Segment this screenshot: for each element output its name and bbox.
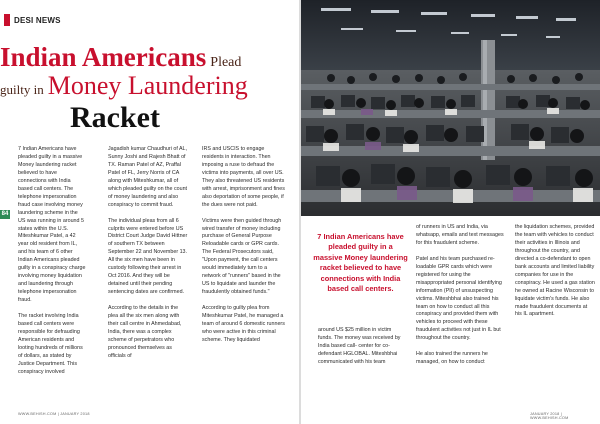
paragraph: Victims were then guided through wired transfer of money including purchase of General Purpose Reloadable cards or GPR cards. The Federal Prosecutors said, "Upon payment, the call centers would immediately turn to a network of "runners" based in the US to liquidate and launder the fraudulently obtained funds." (202, 217, 282, 296)
paragraph: Jagadish kumar Chaudhuri of AL, Sunny Joshi and Rajesh Bhatt of TX. Raman Patel of AZ, Praffal Patel of FL, Jerry Norris of CA along with Miteshkumar, all of which pleaded guilty on the count of money laundering and also conspiracy to commit fraud. (108, 146, 188, 208)
headline-part-3: guilty in (0, 82, 44, 97)
headline-part-2: Plead (210, 55, 242, 70)
article-column-3 (202, 146, 286, 353)
paragraph: He also trained the runners he managed, on how to conduct (416, 351, 488, 366)
section-tag (4, 14, 61, 26)
article-column-2 (108, 146, 188, 369)
section-bar (4, 14, 10, 26)
paragraph: of runners in US and India, via whatsapp, emails and text messages for this fraudulent scheme. (416, 224, 504, 246)
article-column-5 (416, 224, 506, 375)
headline-part-4: Money Laundering (47, 71, 248, 100)
headline-part-1: Indian Americans (0, 42, 207, 72)
footer-right: JANUARY 2018 | WWW.BEHISH.COM (530, 412, 569, 420)
headline-part-5: Racket (70, 101, 160, 134)
paragraph: IRS and USCIS to engage residents in interaction. Then imposing a ruse to defraud the victims into payments, all over US. They also threatened US residents with arrest, imprisonment and fines also deportation of some people, if the dues were not paid. (202, 146, 285, 208)
section-label: DESI NEWS (14, 15, 61, 25)
headline (0, 42, 248, 134)
paragraph: According to guilty plea from Miteshkumar Patel, he managed a team of around 6 domestic runners who were active in this criminal scheme. They liquidated (202, 305, 285, 343)
paragraph: the liquidation schemes, provided the team with vehicles to conduct their activities in Illinois and throughout the country, and directed a co-defendant to open bank accounts and limited liability companies for use in the conspiracy. He used a gas station he owned at Racine Wisconsin to liquidate victim's funds. He also made fraudulent documents at his IL apartment. (515, 224, 595, 318)
article-column-6 (515, 224, 595, 327)
paragraph: around US $25 million in victim funds. The money was received by India based call- center for co-defendant HGLOBAL. Miteshbhai communicated with his team (318, 327, 401, 365)
paragraph: The racket involving India based call centers were responsible for defrauding American residents and looting hundreds of millions of dollars, as stated by Justice Department. This conspiracy involved (18, 313, 83, 375)
article-column-1 (18, 146, 86, 385)
footer-left: WWW.BEHISH.COM | JANUARY 2018 (18, 412, 90, 416)
article-column-4 (318, 327, 406, 375)
paragraph: The individual pleas from all 6 culprits were entered before US District Court Judge David Hittner of southern TX between September 22 and November 13. All the six men have been in custody following their arrest in Oct 2016. And they will be detained until their pending sentencing dates are confirmed. (108, 217, 188, 296)
paragraph: Patel and his team purchased re-loadable GPR cards which were registered for using the misappropriated personal identifying information (PII) of unsuspecting victims. Miteshbhai also trained his team on how to conduct all this conspiracy and provided them with vehicles to proceed with these fraudulent activities not just in IL but throughout the country. (416, 255, 502, 342)
pull-quote: 7 Indian Americans have pleaded guilty in a massive Money laundering racket believed to have connections with India based call centers. (313, 232, 408, 294)
paragraph: According to the details in the plea all the six men along with their call centre in Ahmedabad, India, there was a complex scheme of perpetrators who pronounced themselves as officials of (108, 305, 182, 359)
paragraph: 7 Indian Americans have pleaded guilty in a massive Money laundering racket believed to have connections with India based call centers. The telephone impersonation fraud case involving money laundering scheme in the US was running in around 5 states within the U.S. Miteshkumar Patel, a 42 year old resident from IL, and his team of 6 other Indian Americans pleaded guilty in a conspiracy charge involving money liquidation and laundering through telephone impersonation fraud. (18, 146, 86, 304)
call-center-photo (301, 0, 600, 216)
page-number: 84 (1, 211, 9, 217)
